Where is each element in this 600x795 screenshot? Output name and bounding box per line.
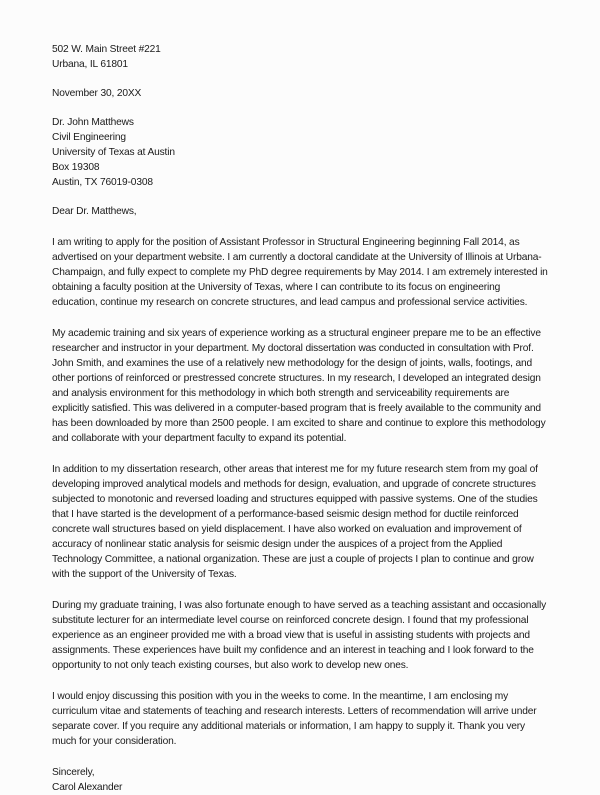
paragraph-line: I would enjoy discussing this position with you in the weeks to come. In the meantime, I am enclosing my: [52, 691, 509, 702]
paragraph-line: curriculum vitae and statements of teaching and research interests. Letters of recommendation will arrive under: [52, 706, 537, 717]
body-paragraph-4: [52, 598, 560, 673]
recipient-department: Civil Engineering: [52, 132, 126, 143]
paragraph-line: education, continue my research on concrete structures, and lead campus and professional service activities.: [52, 297, 528, 308]
recipient-address: [52, 115, 560, 190]
body-paragraph-1: [52, 235, 560, 310]
sender-city: Urbana, IL 61801: [52, 59, 128, 70]
paragraph-line: obtaining a faculty position at the University of Texas, where I can contribute to its focus on engineering: [52, 282, 501, 293]
paragraph-line: opportunity to not only teach existing courses, but also work to develop new ones.: [52, 660, 409, 671]
paragraph-line: During my graduate training, I was also fortunate enough to have served as a teaching assistant and occasionally: [52, 600, 547, 611]
paragraph-line: that I have started is the development of a performance-based seismic design method for ductile reinforced: [52, 509, 519, 520]
closing-block: [52, 765, 560, 795]
body-paragraph-3: [52, 462, 560, 582]
paragraph-line: and analysis environment for this methodology in which both strength and serviceability requirements are: [52, 388, 510, 399]
body-paragraph-5: [52, 689, 560, 749]
paragraph-line: researcher and instructor in your department. My doctoral dissertation was conducted in consultation with Prof.: [52, 343, 534, 354]
paragraph-line: developing improved analytical models and methods for design, evaluation, and upgrade of concrete structures: [52, 479, 536, 490]
paragraph-line: advertised on your department website. I am currently a doctoral candidate at the University of Illinois at Urbana-: [52, 252, 542, 263]
paragraph-line: and collaborate with your department faculty to expand its potential.: [52, 433, 347, 444]
date-text: November 30, 20XX: [52, 88, 142, 99]
salutation: [52, 204, 560, 219]
paragraph-line: assignments. These experiences have built my confidence and an interest in teaching and I look forward to the: [52, 645, 534, 656]
paragraph-line: substitute lecturer for an intermediate level course on reinforced concrete design. I found that my professional: [52, 615, 529, 626]
paragraph-line: explicitly satisfied. This was delivered in a computer-based program that is freely available to the community and: [52, 403, 541, 414]
body-paragraph-2: [52, 326, 560, 446]
sender-street: 502 W. Main Street #221: [52, 44, 161, 55]
paragraph-line: subjected to monotonic and reversed loading and structures equipped with passive systems. One of the studies: [52, 494, 538, 505]
signature-name: Carol Alexander: [52, 782, 123, 793]
paragraph-line: with the support of the University of Texas.: [52, 569, 237, 580]
paragraph-line: accuracy of nonlinear static analysis for seismic design under the auspices of a project from the Applied: [52, 539, 503, 550]
paragraph-line: much for your consideration.: [52, 736, 177, 747]
paragraph-line: other portions of reinforced or prestressed concrete structures. In my research, I developed an integrated design: [52, 373, 541, 384]
recipient-city-state-zip: Austin, TX 76019-0308: [52, 177, 153, 188]
paragraph-line: In addition to my dissertation research, other areas that interest me for my future research stem from my goal of: [52, 464, 538, 475]
paragraph-line: Champaign, and fully expect to complete my PhD degree requirements by May 2014. I am extremely interested in: [52, 267, 548, 278]
paragraph-line: concrete wall structures based on yield displacement. I have also worked on evaluation and improvement of: [52, 524, 522, 535]
recipient-institution: University of Texas at Austin: [52, 147, 175, 158]
sender-address: [52, 42, 560, 72]
paragraph-line: My academic training and six years of experience working as a structural engineer prepare me to be an effective: [52, 328, 541, 339]
paragraph-line: I am writing to apply for the position of Assistant Professor in Structural Engineering beginning Fall 2014, as: [52, 237, 520, 248]
letter-date: [52, 86, 560, 101]
salutation-text: Dear Dr. Matthews,: [52, 206, 137, 217]
paragraph-line: has been downloaded by more than 2500 people. I am excited to share and continue to explore this methodology: [52, 418, 546, 429]
recipient-box: Box 19308: [52, 162, 100, 173]
paragraph-line: experience as an engineer provided me with a broad view that is useful in assisting students with projects and: [52, 630, 530, 641]
paragraph-line: separate cover. If you require any additional materials or information, I am happy to supply it. Thank you very: [52, 721, 525, 732]
closing-text: Sincerely,: [52, 767, 95, 778]
recipient-name: Dr. John Matthews: [52, 117, 134, 128]
paragraph-line: John Smith, and examines the use of a relatively new methodology for the design of joints, walls, footings, and: [52, 358, 532, 369]
paragraph-line: Technology Committee, a national organization. These are just a couple of projects I plan to continue and grow: [52, 554, 534, 565]
